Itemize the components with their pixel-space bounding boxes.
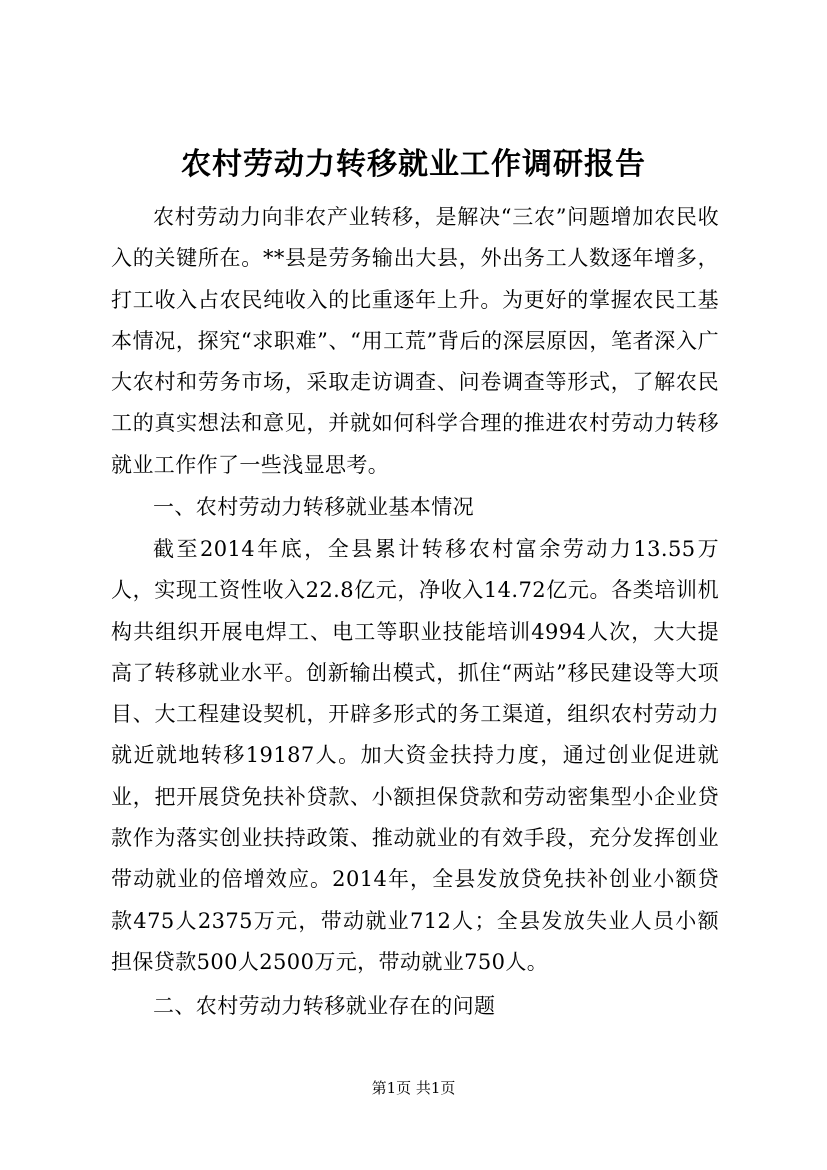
section-1-paragraph: 截至2014年底，全县累计转移农村富余劳动力13.55万人，实现工资性收入22.8亿元，净收入14.72亿元。各类培训机构共组织开展电焊工、电工等职业技能培训4994人次，大大提高了转移就业水平。创新输出模式，抓住“两站”移民建设等大项目、大工程建设契机，开辟多形式的务工渠道，组织农村劳动力就近就地转移19187人。加大资金扶持力度，通过创业促进就业，把开展贷免扶补贷款、小额担保贷款和劳动密集型小企业贷款作为落实创业扶持政策、推动就业的有效手段，充分发挥创业带动就业的倍增效应。2014年，全县发放贷免扶补创业小额贷款475人2375万元，带动就业712人；全县发放失业人员小额担保贷款500人2500万元，带动就业750人。 xyxy=(111,537,719,974)
intro-paragraph: 农村劳动力向非农产业转移，是解决“三农”问题增加农民收入的关键所在。**县是劳务输出大县，外出务工人数逐年增多，打工收入占农民纯收入的比重逐年上升。为更好的掌握农民工基本情况，探究“求职难”、“用工荒”背后的深层原因，笔者深入广大农村和劳务市场，采取走访调查、问卷调查等形式，了解农民工的真实想法和意见，并就如何科学合理的推进农村劳动力转移就业工作作了一些浅显思考。 xyxy=(111,205,719,477)
section-2-heading: 二、农村劳动力转移就业存在的问题 xyxy=(153,994,496,1018)
document-title: 农村劳动力转移就业工作调研报告 xyxy=(181,147,646,182)
section-1-heading: 一、农村劳动力转移就业基本情况 xyxy=(153,495,474,519)
page-number-footer: 第1页 共1页 xyxy=(371,1079,456,1097)
